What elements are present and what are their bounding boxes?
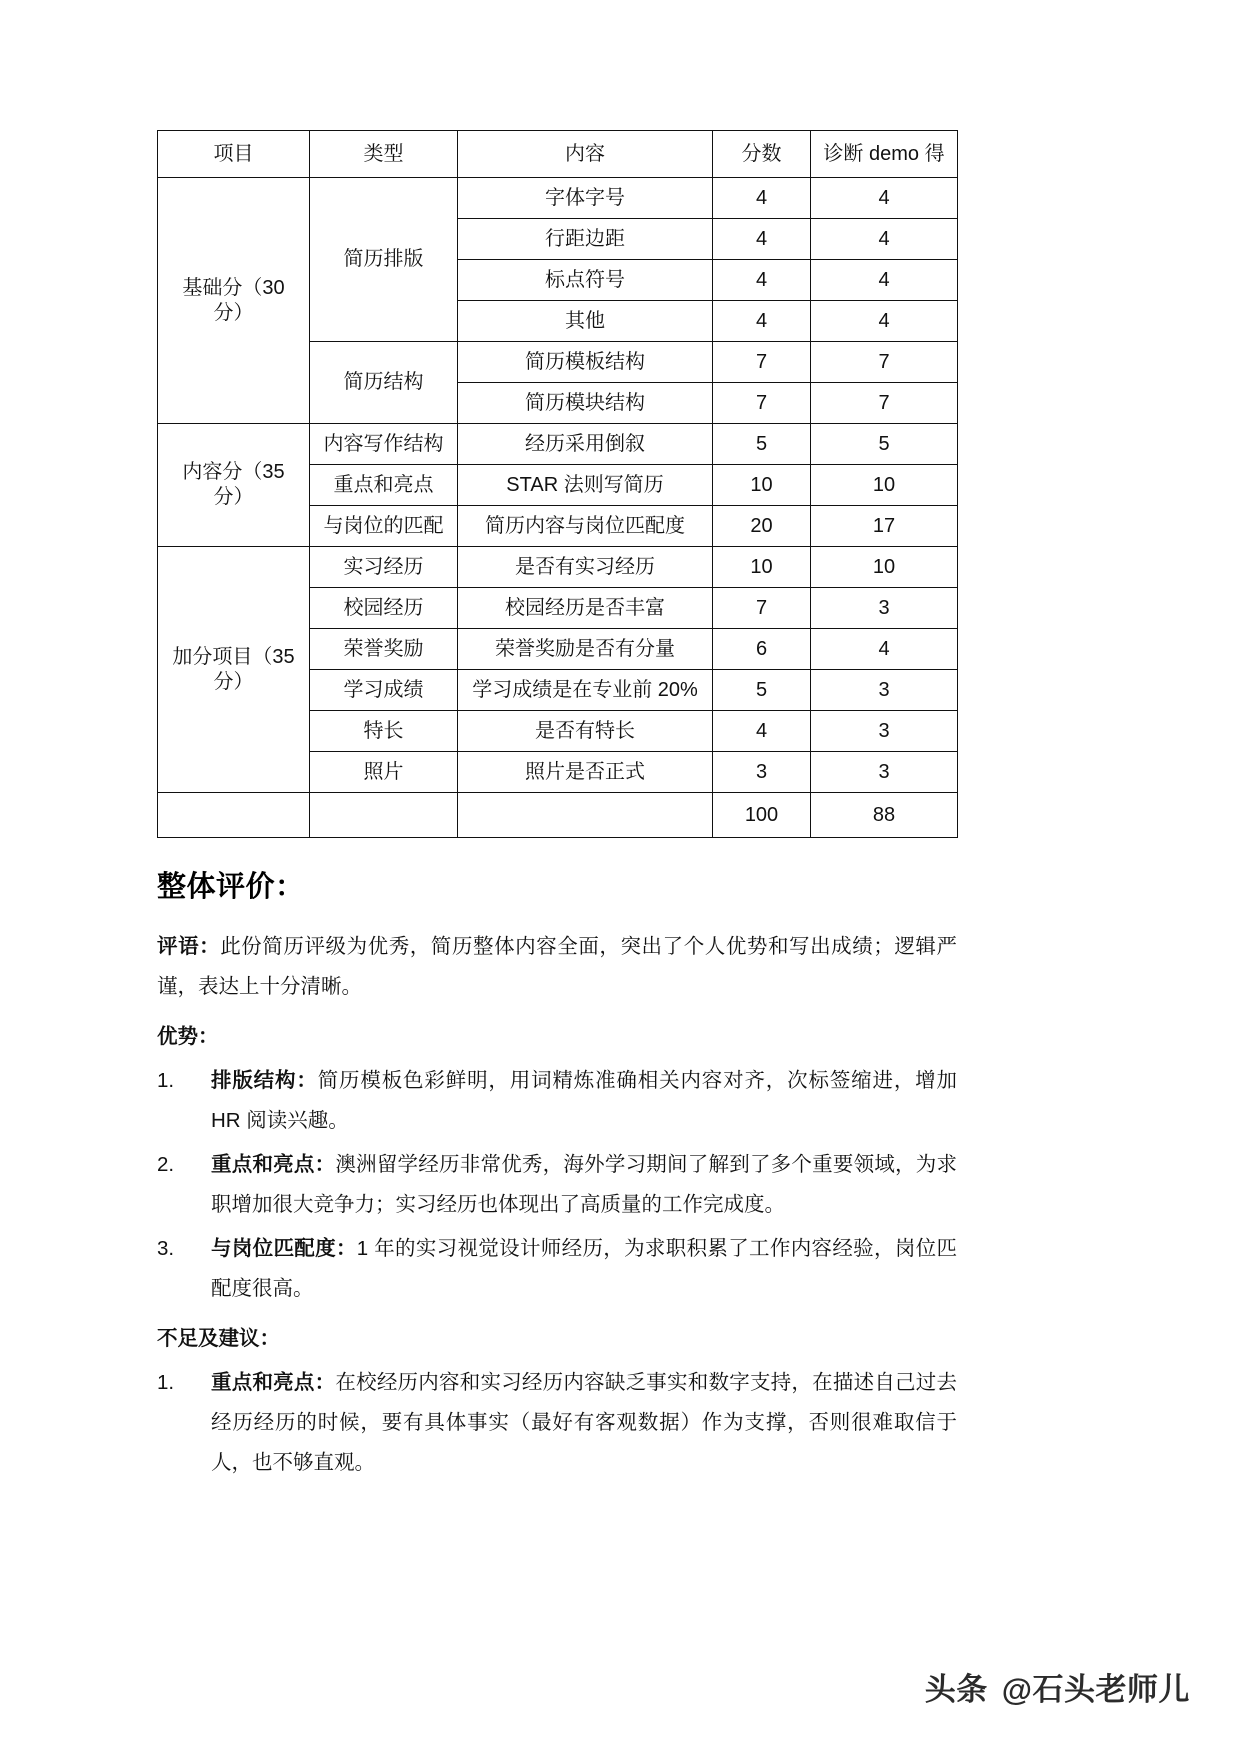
- row-demo-score: 3: [811, 588, 958, 629]
- document-content: [157, 130, 957, 1483]
- group-label-basic: 基础分（30 分）: [158, 178, 310, 424]
- row-demo-score: 3: [811, 670, 958, 711]
- row-content: 经历采用倒叙: [458, 424, 713, 465]
- subgroup-label-structure: 简历结构: [310, 342, 458, 424]
- column-header-demo-score: 诊断 demo 得: [811, 131, 958, 178]
- row-score: 4: [713, 260, 811, 301]
- row-demo-score: 7: [811, 383, 958, 424]
- comment-lead-label: 评语：: [157, 935, 221, 958]
- row-score: 7: [713, 342, 811, 383]
- row-score: 4: [713, 301, 811, 342]
- group-label-bonus: 加分项目（35 分）: [158, 547, 310, 793]
- row-score: 4: [713, 711, 811, 752]
- watermark-brand: 头条: [924, 1672, 988, 1707]
- table-header: [158, 131, 958, 178]
- list-item: [157, 1363, 957, 1483]
- row-score: 5: [713, 424, 811, 465]
- subgroup-label-campus: 校园经历: [310, 588, 458, 629]
- row-content: 学习成绩是在专业前 20%: [458, 670, 713, 711]
- row-content: 校园经历是否丰富: [458, 588, 713, 629]
- list-item-body: 澳洲留学经历非常优秀，海外学习期间了解到了多个重要领域，为求职增加很大竞争力；实习经历也体现出了高质量的工作完成度。: [211, 1152, 958, 1216]
- watermark-handle: @石头老师儿: [1001, 1672, 1190, 1707]
- strengths-list: [157, 1061, 957, 1309]
- row-content: 是否有实习经历: [458, 547, 713, 588]
- row-demo-score: 3: [811, 752, 958, 793]
- list-item: [157, 1061, 957, 1141]
- row-content: 是否有特长: [458, 711, 713, 752]
- row-score: 5: [713, 670, 811, 711]
- list-item-lead: 与岗位匹配度：: [211, 1236, 357, 1260]
- list-marker: 3.: [157, 1236, 175, 1260]
- row-score: 4: [713, 219, 811, 260]
- column-header-type: 类型: [310, 131, 458, 178]
- subgroup-label-layout: 简历排版: [310, 178, 458, 342]
- row-demo-score: 7: [811, 342, 958, 383]
- table-row: [158, 424, 958, 465]
- subgroup-label-writing-structure: 内容写作结构: [310, 424, 458, 465]
- column-header-content: 内容: [458, 131, 713, 178]
- list-item-body: 在校经历内容和实习经历内容缺乏事实和数字支持，在描述自己过去经历经历的时候，要有具体事实（最好有客观数据）作为支撑，否则很难取信于人，也不够直观。: [211, 1370, 958, 1474]
- row-content: 行距边距: [458, 219, 713, 260]
- watermark: [925, 1664, 1190, 1709]
- list-item-body: 1 年的实习视觉设计师经历，为求职积累了工作内容经验，岗位匹配度很高。: [211, 1236, 957, 1300]
- row-content: 简历模块结构: [458, 383, 713, 424]
- row-content: 荣誉奖励是否有分量: [458, 629, 713, 670]
- list-item-lead: 重点和亮点：: [211, 1152, 336, 1176]
- row-content: 标点符号: [458, 260, 713, 301]
- table-row: [158, 547, 958, 588]
- weaknesses-label: 不足及建议：: [157, 1326, 280, 1350]
- row-demo-score: 4: [811, 629, 958, 670]
- row-demo-score: 3: [811, 711, 958, 752]
- table-total-row: [158, 793, 958, 838]
- total-score: 100: [713, 793, 811, 838]
- subgroup-label-honors: 荣誉奖励: [310, 629, 458, 670]
- list-marker: 1.: [157, 1370, 175, 1394]
- row-score: 7: [713, 588, 811, 629]
- table-row: [158, 178, 958, 219]
- total-item-cell: [158, 793, 310, 838]
- row-score: 10: [713, 465, 811, 506]
- row-demo-score: 5: [811, 424, 958, 465]
- subgroup-label-specialty: 特长: [310, 711, 458, 752]
- weaknesses-list: [157, 1363, 957, 1483]
- row-content: 简历内容与岗位匹配度: [458, 506, 713, 547]
- evaluation-comment: [157, 927, 957, 1007]
- list-item: [157, 1145, 957, 1225]
- row-content: 其他: [458, 301, 713, 342]
- subgroup-label-photo: 照片: [310, 752, 458, 793]
- table-header-row: [158, 131, 958, 178]
- total-demo-score: 88: [811, 793, 958, 838]
- row-demo-score: 4: [811, 301, 958, 342]
- subgroup-label-job-match: 与岗位的匹配: [310, 506, 458, 547]
- resume-score-table: [157, 130, 958, 838]
- row-score: 4: [713, 178, 811, 219]
- list-item: [157, 1229, 957, 1309]
- list-marker: 2.: [157, 1152, 175, 1176]
- comment-body-text: 此份简历评级为优秀，简历整体内容全面，突出了个人优势和写出成绩；逻辑严谨，表达上十分清晰。: [157, 935, 957, 998]
- list-item-body: 简历模板色彩鲜明，用词精炼准确相关内容对齐，次标签缩进，增加 HR 阅读兴趣。: [211, 1068, 958, 1132]
- row-demo-score: 4: [811, 178, 958, 219]
- row-score: 3: [713, 752, 811, 793]
- row-demo-score: 4: [811, 260, 958, 301]
- group-label-content: 内容分（35 分）: [158, 424, 310, 547]
- column-header-item: 项目: [158, 131, 310, 178]
- subgroup-label-grades: 学习成绩: [310, 670, 458, 711]
- table-body: [158, 178, 958, 838]
- row-score: 7: [713, 383, 811, 424]
- row-demo-score: 17: [811, 506, 958, 547]
- row-content: 简历模板结构: [458, 342, 713, 383]
- row-demo-score: 10: [811, 547, 958, 588]
- row-content: STAR 法则写简历: [458, 465, 713, 506]
- row-content: 照片是否正式: [458, 752, 713, 793]
- list-marker: 1.: [157, 1068, 175, 1092]
- row-demo-score: 4: [811, 219, 958, 260]
- overall-evaluation-heading: 整体评价：: [157, 871, 305, 903]
- column-header-score: 分数: [713, 131, 811, 178]
- total-type-cell: [310, 793, 458, 838]
- subgroup-label-highlights: 重点和亮点: [310, 465, 458, 506]
- row-score: 20: [713, 506, 811, 547]
- row-content: 字体字号: [458, 178, 713, 219]
- total-content-cell: [458, 793, 713, 838]
- row-score: 10: [713, 547, 811, 588]
- row-score: 6: [713, 629, 811, 670]
- list-item-lead: 重点和亮点：: [211, 1370, 336, 1394]
- subgroup-label-internship: 实习经历: [310, 547, 458, 588]
- list-item-lead: 排版结构：: [211, 1068, 318, 1092]
- row-demo-score: 10: [811, 465, 958, 506]
- strengths-label: 优势：: [157, 1024, 219, 1048]
